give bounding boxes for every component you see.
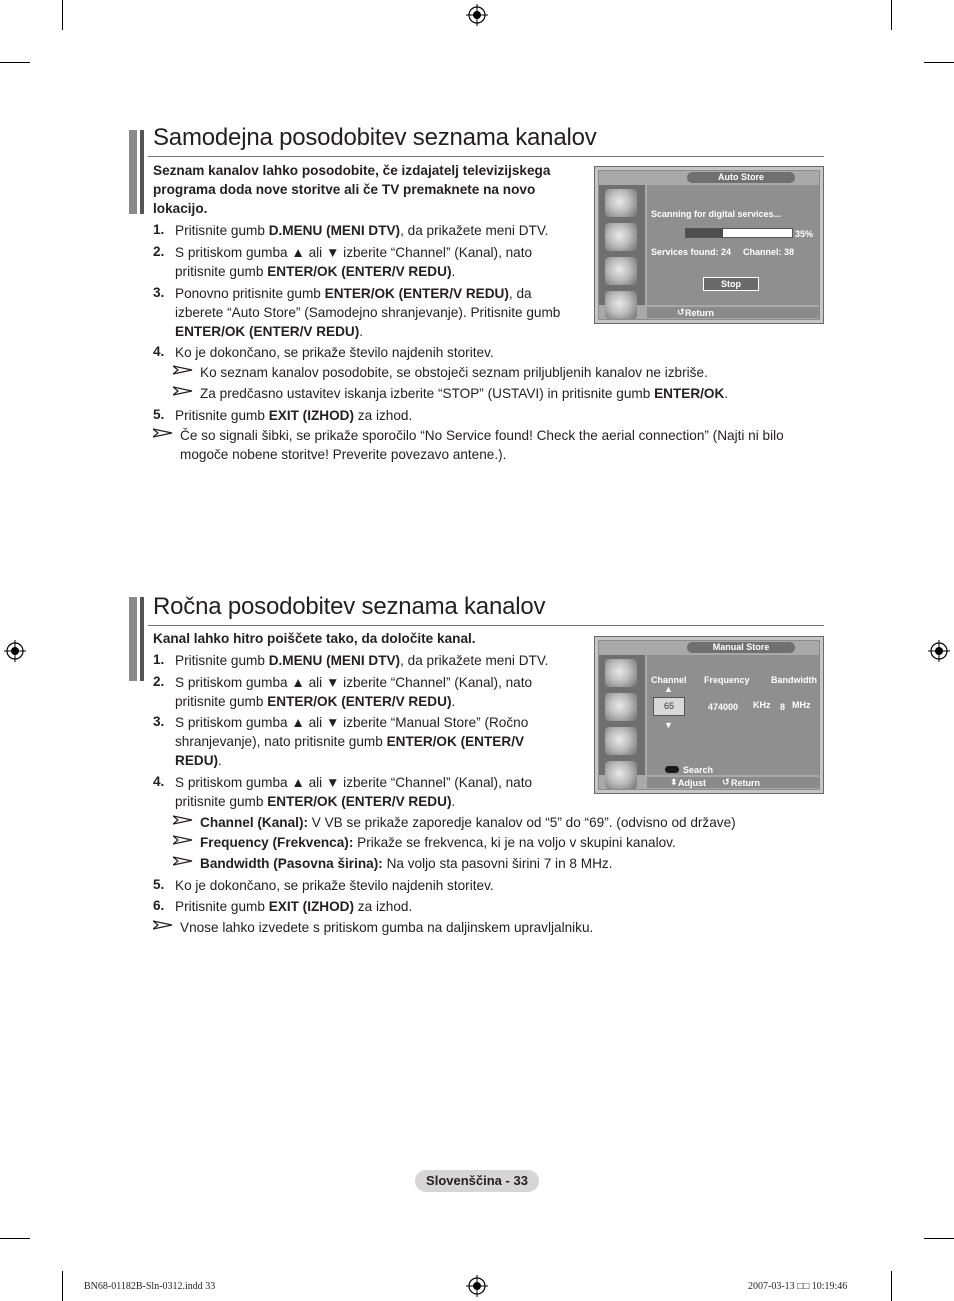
step-text: Ko je dokončano, se prikaže število najdenih storitev. [175, 345, 494, 360]
frequency-value: 474000 [708, 702, 739, 712]
sound-menu-icon [605, 693, 637, 721]
bandwidth-unit: MHz [792, 700, 811, 710]
crop-mark [891, 1271, 892, 1301]
frequency-column-header: Frequency [704, 675, 750, 685]
osd-sidebar [599, 655, 645, 775]
osd-content [647, 185, 819, 305]
note-text: Ko seznam kanalov posodobite, se obstoječi seznam priljubljenih kanalov ne izbriše. [200, 365, 708, 380]
section-intro: Seznam kanalov lahko posodobite, če izdajatelj televizijskega programa doda nove storitve ali če TV premaknete na novo lokacijo. [153, 163, 551, 216]
osd-title: Auto Store [687, 172, 795, 183]
manual-store-screen [594, 636, 824, 794]
return-label: Return [731, 778, 760, 788]
registration-mark-icon [466, 1275, 488, 1297]
step-text: Pritisnite gumb D.MENU (MENI DTV), da prikažete meni DTV. [175, 653, 549, 668]
footer-datetime: 2007-03-13 □□ 10:19:46 [748, 1281, 848, 1292]
stop-button[interactable]: Stop [703, 277, 759, 291]
section-rule [148, 156, 824, 157]
step-number: 6. [153, 898, 165, 913]
search-label: Search [683, 765, 714, 775]
note-text: Vnose lahko izvedete s pritiskom gumba na daljinskem upravljalniku. [180, 920, 594, 935]
up-arrow-icon[interactable]: ▲ [664, 684, 673, 694]
scanning-text: Scanning for digital services... [651, 209, 782, 219]
crop-mark [0, 62, 30, 63]
registration-mark-icon [466, 4, 488, 26]
services-found: Services found: 24 [651, 247, 732, 257]
step-text: S pritiskom gumba ▲ ali ▼ izberite “Channel” (Kanal), nato pritisnite gumb ENTER/OK (ENTER/V REDU). [175, 775, 533, 809]
channel-count: Channel: 38 [743, 247, 795, 257]
registration-mark-icon [4, 640, 26, 662]
note-text: Bandwidth (Pasovna širina): Na voljo sta pasovni širini 7 in 8 MHz. [200, 856, 613, 871]
note-arrow-icon [173, 835, 193, 845]
picture-menu-icon [605, 659, 637, 687]
step-text: Pritisnite gumb EXIT (IZHOD) za izhod. [175, 899, 413, 914]
step-text: S pritiskom gumba ▲ ali ▼ izberite “Manual Store” (Ročno shranjevanje), nato pritisnite gumb ENTER/OK (ENTER/V REDU). [175, 715, 529, 768]
adjust-label: Adjust [678, 778, 706, 788]
crop-mark [924, 62, 954, 63]
auto-store-screen [594, 166, 824, 324]
crop-mark [891, 0, 892, 30]
note-arrow-icon [173, 386, 193, 396]
note-arrow-icon [153, 920, 173, 930]
note-text: Za predčasno ustavitev iskanja izberite “STOP” (USTAVI) in pritisnite gumb ENTER/OK. [200, 386, 729, 401]
osd-frame [598, 170, 820, 320]
progress-bar [685, 228, 793, 238]
step-text: S pritiskom gumba ▲ ali ▼ izberite “Channel” (Kanal), nato pritisnite gumb ENTER/OK (ENTER/V REDU). [175, 675, 533, 709]
step-number: 1. [153, 222, 165, 237]
step-text: Ponovno pritisnite gumb ENTER/OK (ENTER/V REDU), da izberete “Auto Store” (Samodejno shranjevanje). Pritisnite gumb ENTER/OK (ENTER/V REDU). [175, 286, 561, 339]
osd-sidebar [599, 185, 645, 305]
note-arrow-icon [173, 856, 193, 866]
section-marker [129, 130, 137, 214]
osd-bottom-bar [647, 307, 819, 318]
step-number: 2. [153, 674, 165, 689]
page-number-label: Slovenščina - 33 [415, 1170, 539, 1192]
setup-menu-icon [605, 291, 637, 319]
bandwidth-column-header: Bandwidth [771, 675, 817, 685]
osd-frame [598, 640, 820, 790]
channel-menu-icon [605, 727, 637, 755]
sound-menu-icon [605, 223, 637, 251]
progress-percent: 35% [795, 229, 814, 239]
step-number: 4. [153, 774, 165, 789]
osd-title: Manual Store [687, 642, 795, 653]
setup-menu-icon [605, 761, 637, 789]
step-number: 3. [153, 285, 165, 300]
crop-mark [62, 1271, 63, 1301]
step-text: S pritiskom gumba ▲ ali ▼ izberite “Channel” (Kanal), nato pritisnite gumb ENTER/OK (ENTER/V REDU). [175, 245, 533, 279]
note-arrow-icon [173, 815, 193, 825]
down-arrow-icon[interactable]: ▼ [664, 720, 673, 730]
return-label: Return [685, 308, 714, 318]
crop-mark [924, 1238, 954, 1239]
section-title: Ročna posodobitev seznama kanalov [153, 593, 546, 620]
step-text: Ko je dokončano, se prikaže število najdenih storitev. [175, 878, 494, 893]
progress-fill [686, 229, 723, 237]
note-arrow-icon [173, 365, 193, 375]
step-number: 2. [153, 244, 165, 259]
section-marker [140, 130, 144, 214]
footer-file: BN68-01182B-Sln-0312.indd 33 [84, 1281, 216, 1292]
channel-column-header: Channel [651, 675, 687, 685]
crop-mark [62, 0, 63, 30]
note-text: Channel (Kanal): V VB se prikaže zaporedje kanalov od “5” do “69”. (odvisno od države) [200, 815, 736, 830]
section-marker [129, 597, 137, 681]
note-text: Frequency (Frekvenca): Prikaže se frekvenca, ki je na voljo v skupini kanalov. [200, 835, 676, 850]
step-number: 4. [153, 344, 165, 359]
search-button-icon[interactable] [665, 766, 679, 773]
step-text: Pritisnite gumb EXIT (IZHOD) za izhod. [175, 408, 413, 423]
adjust-icon: ⬍ [670, 777, 678, 787]
step-number: 1. [153, 652, 165, 667]
channel-value-field[interactable]: 65 [653, 697, 685, 716]
section-rule [148, 625, 824, 626]
picture-menu-icon [605, 189, 637, 217]
section-intro: Kanal lahko hitro poiščete tako, da določite kanal. [153, 631, 476, 646]
bandwidth-value: 8 [780, 702, 786, 712]
step-number: 3. [153, 714, 165, 729]
note-arrow-icon [153, 428, 173, 438]
registration-mark-icon [928, 640, 950, 662]
frequency-unit: KHz [753, 700, 771, 710]
step-number: 5. [153, 407, 165, 422]
crop-mark [0, 1238, 30, 1239]
channel-menu-icon [605, 257, 637, 285]
step-number: 5. [153, 877, 165, 892]
osd-content [647, 655, 819, 775]
return-icon: ↺ [722, 777, 730, 787]
step-text: Pritisnite gumb D.MENU (MENI DTV), da prikažete meni DTV. [175, 223, 549, 238]
section-marker [140, 597, 144, 681]
return-icon: ↺ [677, 307, 685, 317]
section-title: Samodejna posodobitev seznama kanalov [153, 124, 597, 151]
osd-bottom-bar [647, 777, 819, 788]
note-text: Če so signali šibki, se prikaže sporočilo “No Service found! Check the aerial connection” (Najti ni bilo mogoče nobene storitve! Preverite povezavo antene.). [180, 428, 784, 462]
